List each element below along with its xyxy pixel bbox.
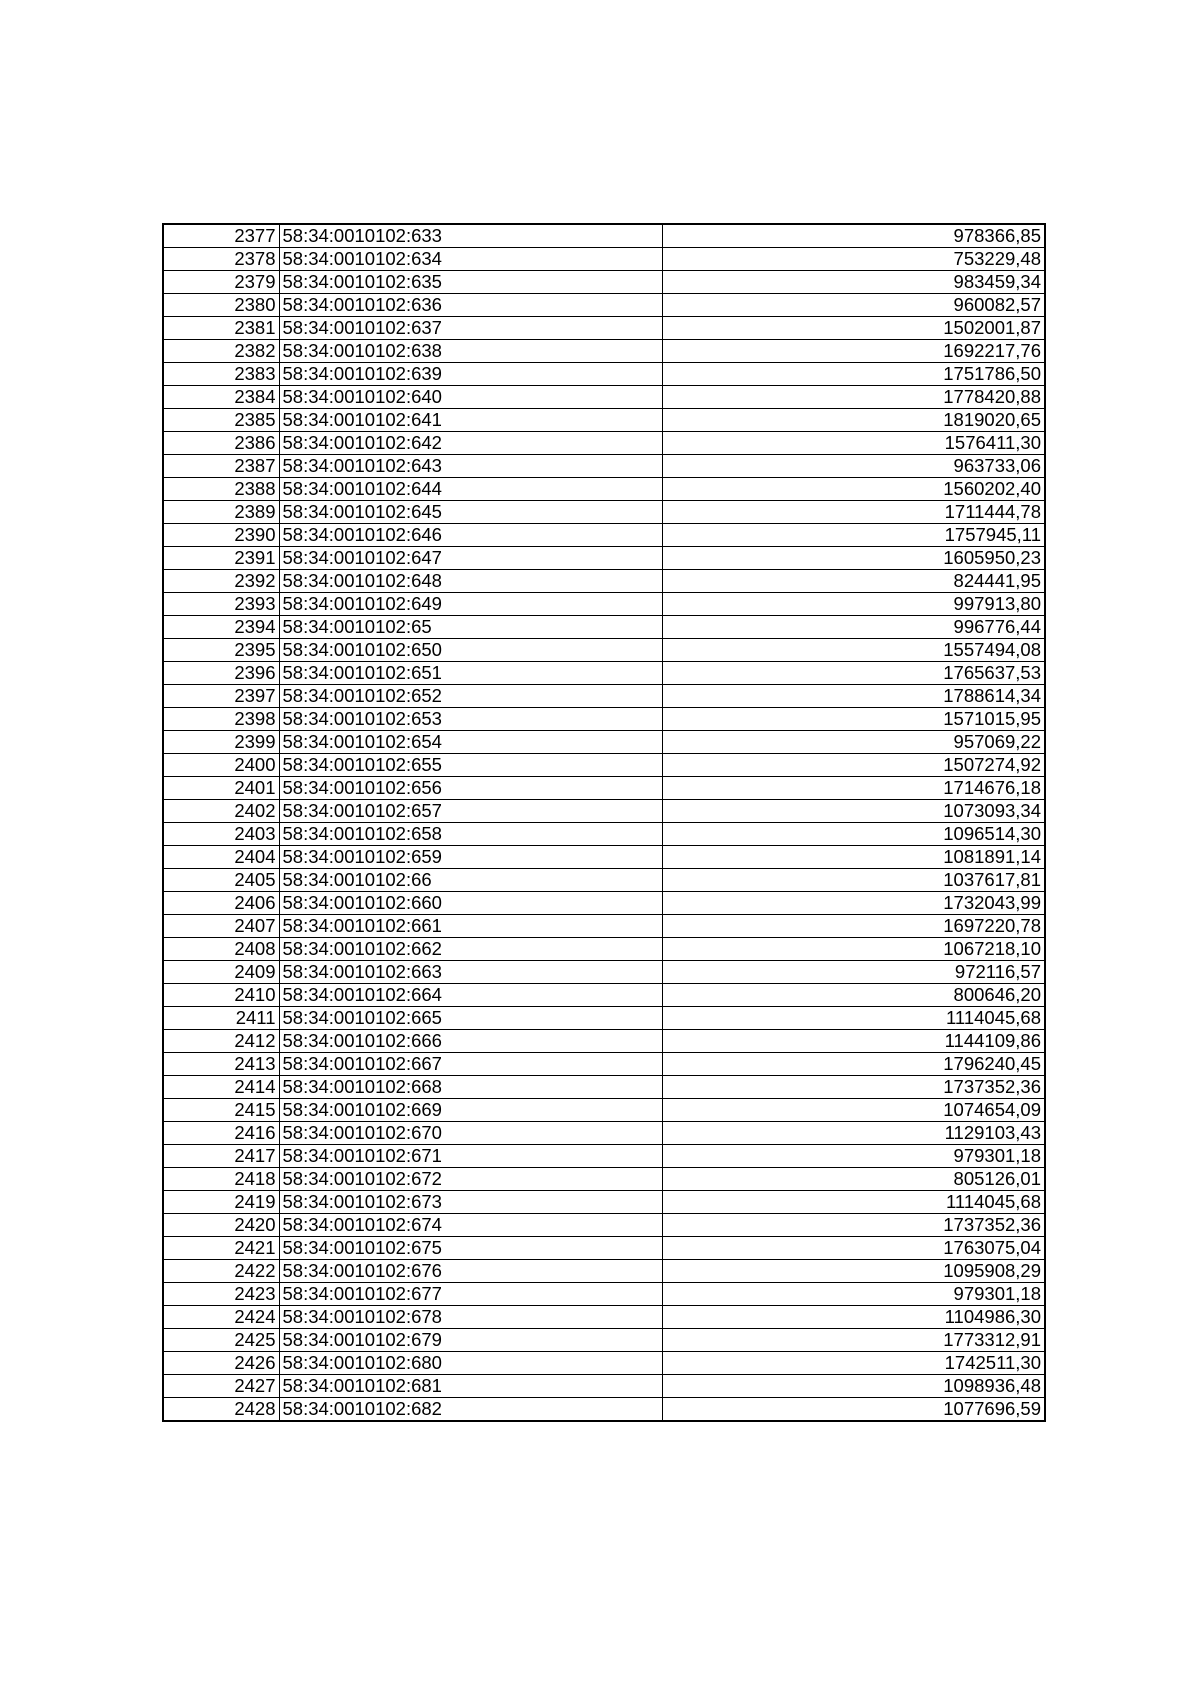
row-number: 2418: [163, 1168, 279, 1191]
row-number: 2417: [163, 1145, 279, 1168]
table-row: [163, 547, 1045, 570]
cadastral-number: 58:34:0010102:681: [279, 1375, 662, 1398]
cadastral-number: 58:34:0010102:640: [279, 386, 662, 409]
table-row: [163, 1398, 1045, 1422]
cadastral-value: 1763075,04: [662, 1237, 1045, 1260]
cadastral-number: 58:34:0010102:664: [279, 984, 662, 1007]
table-row: [163, 224, 1045, 248]
cadastral-number: 58:34:0010102:663: [279, 961, 662, 984]
row-number: 2386: [163, 432, 279, 455]
table-row: [163, 800, 1045, 823]
row-number: 2409: [163, 961, 279, 984]
cadastral-value: 1576411,30: [662, 432, 1045, 455]
cadastral-number: 58:34:0010102:677: [279, 1283, 662, 1306]
table-row: [163, 248, 1045, 271]
table-row: [163, 869, 1045, 892]
cadastral-number: 58:34:0010102:665: [279, 1007, 662, 1030]
cadastral-number: 58:34:0010102:680: [279, 1352, 662, 1375]
cadastral-value: 1104986,30: [662, 1306, 1045, 1329]
cadastral-number: 58:34:0010102:633: [279, 224, 662, 248]
cadastral-number: 58:34:0010102:666: [279, 1030, 662, 1053]
cadastral-value: 1098936,48: [662, 1375, 1045, 1398]
cadastral-value: 1571015,95: [662, 708, 1045, 731]
cadastral-number: 58:34:0010102:638: [279, 340, 662, 363]
row-number: 2401: [163, 777, 279, 800]
cadastral-number: 58:34:0010102:641: [279, 409, 662, 432]
cadastral-value: 1714676,18: [662, 777, 1045, 800]
cadastral-value: 996776,44: [662, 616, 1045, 639]
row-number: 2387: [163, 455, 279, 478]
cadastral-value: 1095908,29: [662, 1260, 1045, 1283]
table-row: [163, 846, 1045, 869]
table-row: [163, 938, 1045, 961]
row-number: 2412: [163, 1030, 279, 1053]
row-number: 2395: [163, 639, 279, 662]
cadastral-value: 979301,18: [662, 1145, 1045, 1168]
row-number: 2427: [163, 1375, 279, 1398]
table-row: [163, 1145, 1045, 1168]
cadastral-value: 1778420,88: [662, 386, 1045, 409]
row-number: 2406: [163, 892, 279, 915]
row-number: 2399: [163, 731, 279, 754]
cadastral-number: 58:34:0010102:645: [279, 501, 662, 524]
table-row: [163, 1030, 1045, 1053]
table-row: [163, 363, 1045, 386]
cadastral-number: 58:34:0010102:636: [279, 294, 662, 317]
table-row: [163, 1375, 1045, 1398]
cadastral-value: 1077696,59: [662, 1398, 1045, 1422]
table-row: [163, 1352, 1045, 1375]
row-number: 2383: [163, 363, 279, 386]
row-number: 2422: [163, 1260, 279, 1283]
cadastral-number: 58:34:0010102:659: [279, 846, 662, 869]
cadastral-value: 1819020,65: [662, 409, 1045, 432]
table-row: [163, 754, 1045, 777]
row-number: 2426: [163, 1352, 279, 1375]
table-row: [163, 271, 1045, 294]
table-row: [163, 409, 1045, 432]
row-number: 2389: [163, 501, 279, 524]
table-row: [163, 593, 1045, 616]
cadastral-number: 58:34:0010102:661: [279, 915, 662, 938]
cadastral-number: 58:34:0010102:647: [279, 547, 662, 570]
cadastral-number: 58:34:0010102:646: [279, 524, 662, 547]
row-number: 2377: [163, 224, 279, 248]
table-row: [163, 501, 1045, 524]
cadastral-number: 58:34:0010102:637: [279, 317, 662, 340]
table-row: [163, 984, 1045, 1007]
cadastral-value: 1502001,87: [662, 317, 1045, 340]
cadastral-value: 1507274,92: [662, 754, 1045, 777]
cadastral-number: 58:34:0010102:658: [279, 823, 662, 846]
table-row: [163, 961, 1045, 984]
cadastral-value: 979301,18: [662, 1283, 1045, 1306]
cadastral-number: 58:34:0010102:656: [279, 777, 662, 800]
table-row: [163, 777, 1045, 800]
row-number: 2416: [163, 1122, 279, 1145]
row-number: 2381: [163, 317, 279, 340]
cadastral-value: 1114045,68: [662, 1191, 1045, 1214]
table-row: [163, 294, 1045, 317]
table-row: [163, 1122, 1045, 1145]
row-number: 2423: [163, 1283, 279, 1306]
cadastral-number: 58:34:0010102:671: [279, 1145, 662, 1168]
cadastral-number: 58:34:0010102:651: [279, 662, 662, 685]
cadastral-number: 58:34:0010102:672: [279, 1168, 662, 1191]
cadastral-number: 58:34:0010102:65: [279, 616, 662, 639]
cadastral-value: 972116,57: [662, 961, 1045, 984]
cadastral-value: 1765637,53: [662, 662, 1045, 685]
table-row: [163, 524, 1045, 547]
cadastral-number: 58:34:0010102:657: [279, 800, 662, 823]
cadastral-value: 1114045,68: [662, 1007, 1045, 1030]
table-row: [163, 1237, 1045, 1260]
cadastral-value: 1796240,45: [662, 1053, 1045, 1076]
cadastral-value: 1751786,50: [662, 363, 1045, 386]
row-number: 2385: [163, 409, 279, 432]
table-row: [163, 708, 1045, 731]
cadastral-number: 58:34:0010102:653: [279, 708, 662, 731]
cadastral-value: 1557494,08: [662, 639, 1045, 662]
row-number: 2407: [163, 915, 279, 938]
cadastral-value: 983459,34: [662, 271, 1045, 294]
table-row: [163, 1329, 1045, 1352]
cadastral-value: 1560202,40: [662, 478, 1045, 501]
table-body: [163, 224, 1045, 1421]
cadastral-number: 58:34:0010102:643: [279, 455, 662, 478]
row-number: 2428: [163, 1398, 279, 1422]
cadastral-number: 58:34:0010102:662: [279, 938, 662, 961]
cadastral-value: 1144109,86: [662, 1030, 1045, 1053]
cadastral-number: 58:34:0010102:654: [279, 731, 662, 754]
cadastral-value: 1081891,14: [662, 846, 1045, 869]
row-number: 2421: [163, 1237, 279, 1260]
cadastral-number: 58:34:0010102:655: [279, 754, 662, 777]
cadastral-value: 800646,20: [662, 984, 1045, 1007]
cadastral-value: 957069,22: [662, 731, 1045, 754]
row-number: 2398: [163, 708, 279, 731]
cadastral-value: 1711444,78: [662, 501, 1045, 524]
table-row: [163, 823, 1045, 846]
table-row: [163, 570, 1045, 593]
table-row: [163, 1168, 1045, 1191]
table-row: [163, 915, 1045, 938]
row-number: 2420: [163, 1214, 279, 1237]
row-number: 2419: [163, 1191, 279, 1214]
cadastral-value: 1737352,36: [662, 1214, 1045, 1237]
cadastral-number: 58:34:0010102:648: [279, 570, 662, 593]
cadastral-value: 1605950,23: [662, 547, 1045, 570]
cadastral-number: 58:34:0010102:650: [279, 639, 662, 662]
row-number: 2408: [163, 938, 279, 961]
row-number: 2415: [163, 1099, 279, 1122]
cadastral-value: 1732043,99: [662, 892, 1045, 915]
row-number: 2402: [163, 800, 279, 823]
table-row: [163, 1306, 1045, 1329]
cadastral-value: 997913,80: [662, 593, 1045, 616]
row-number: 2391: [163, 547, 279, 570]
cadastral-value: 1096514,30: [662, 823, 1045, 846]
cadastral-number: 58:34:0010102:675: [279, 1237, 662, 1260]
row-number: 2392: [163, 570, 279, 593]
table-row: [163, 892, 1045, 915]
cadastral-number: 58:34:0010102:678: [279, 1306, 662, 1329]
table-row: [163, 1076, 1045, 1099]
table-row: [163, 616, 1045, 639]
table-row: [163, 685, 1045, 708]
cadastral-number: 58:34:0010102:652: [279, 685, 662, 708]
cadastral-value: 1742511,30: [662, 1352, 1045, 1375]
table-row: [163, 639, 1045, 662]
table-row: [163, 731, 1045, 754]
cadastral-value: 1037617,81: [662, 869, 1045, 892]
cadastral-value: 1067218,10: [662, 938, 1045, 961]
row-number: 2382: [163, 340, 279, 363]
row-number: 2403: [163, 823, 279, 846]
table-row: [163, 317, 1045, 340]
table-row: [163, 1260, 1045, 1283]
cadastral-value: 1757945,11: [662, 524, 1045, 547]
cadastral-number: 58:34:0010102:660: [279, 892, 662, 915]
table-row: [163, 1191, 1045, 1214]
row-number: 2393: [163, 593, 279, 616]
cadastral-value-table: [162, 223, 1046, 1422]
row-number: 2394: [163, 616, 279, 639]
table-row: [163, 455, 1045, 478]
cadastral-value: 963733,06: [662, 455, 1045, 478]
row-number: 2390: [163, 524, 279, 547]
cadastral-value: 753229,48: [662, 248, 1045, 271]
table-row: [163, 478, 1045, 501]
cadastral-value: 824441,95: [662, 570, 1045, 593]
cadastral-value: 960082,57: [662, 294, 1045, 317]
table-row: [163, 386, 1045, 409]
cadastral-value: 1129103,43: [662, 1122, 1045, 1145]
row-number: 2380: [163, 294, 279, 317]
cadastral-number: 58:34:0010102:635: [279, 271, 662, 294]
row-number: 2400: [163, 754, 279, 777]
cadastral-number: 58:34:0010102:66: [279, 869, 662, 892]
cadastral-number: 58:34:0010102:642: [279, 432, 662, 455]
cadastral-number: 58:34:0010102:674: [279, 1214, 662, 1237]
row-number: 2411: [163, 1007, 279, 1030]
cadastral-number: 58:34:0010102:682: [279, 1398, 662, 1422]
cadastral-number: 58:34:0010102:670: [279, 1122, 662, 1145]
cadastral-number: 58:34:0010102:673: [279, 1191, 662, 1214]
row-number: 2414: [163, 1076, 279, 1099]
cadastral-number: 58:34:0010102:668: [279, 1076, 662, 1099]
cadastral-value: 1788614,34: [662, 685, 1045, 708]
row-number: 2424: [163, 1306, 279, 1329]
cadastral-number: 58:34:0010102:669: [279, 1099, 662, 1122]
row-number: 2379: [163, 271, 279, 294]
cadastral-number: 58:34:0010102:634: [279, 248, 662, 271]
row-number: 2396: [163, 662, 279, 685]
cadastral-number: 58:34:0010102:649: [279, 593, 662, 616]
cadastral-number: 58:34:0010102:667: [279, 1053, 662, 1076]
cadastral-value: 1773312,91: [662, 1329, 1045, 1352]
row-number: 2405: [163, 869, 279, 892]
row-number: 2410: [163, 984, 279, 1007]
table-row: [163, 340, 1045, 363]
table-row: [163, 662, 1045, 685]
cadastral-value: 1737352,36: [662, 1076, 1045, 1099]
cadastral-value: 978366,85: [662, 224, 1045, 248]
row-number: 2404: [163, 846, 279, 869]
cadastral-value: 1073093,34: [662, 800, 1045, 823]
cadastral-number: 58:34:0010102:639: [279, 363, 662, 386]
row-number: 2413: [163, 1053, 279, 1076]
cadastral-value: 1692217,76: [662, 340, 1045, 363]
row-number: 2378: [163, 248, 279, 271]
table-row: [163, 1007, 1045, 1030]
row-number: 2384: [163, 386, 279, 409]
cadastral-number: 58:34:0010102:679: [279, 1329, 662, 1352]
table-row: [163, 1214, 1045, 1237]
cadastral-value: 805126,01: [662, 1168, 1045, 1191]
row-number: 2397: [163, 685, 279, 708]
cadastral-number: 58:34:0010102:644: [279, 478, 662, 501]
table-row: [163, 432, 1045, 455]
row-number: 2388: [163, 478, 279, 501]
cadastral-value: 1697220,78: [662, 915, 1045, 938]
table-row: [163, 1099, 1045, 1122]
table-row: [163, 1283, 1045, 1306]
row-number: 2425: [163, 1329, 279, 1352]
cadastral-value: 1074654,09: [662, 1099, 1045, 1122]
table-row: [163, 1053, 1045, 1076]
cadastral-number: 58:34:0010102:676: [279, 1260, 662, 1283]
